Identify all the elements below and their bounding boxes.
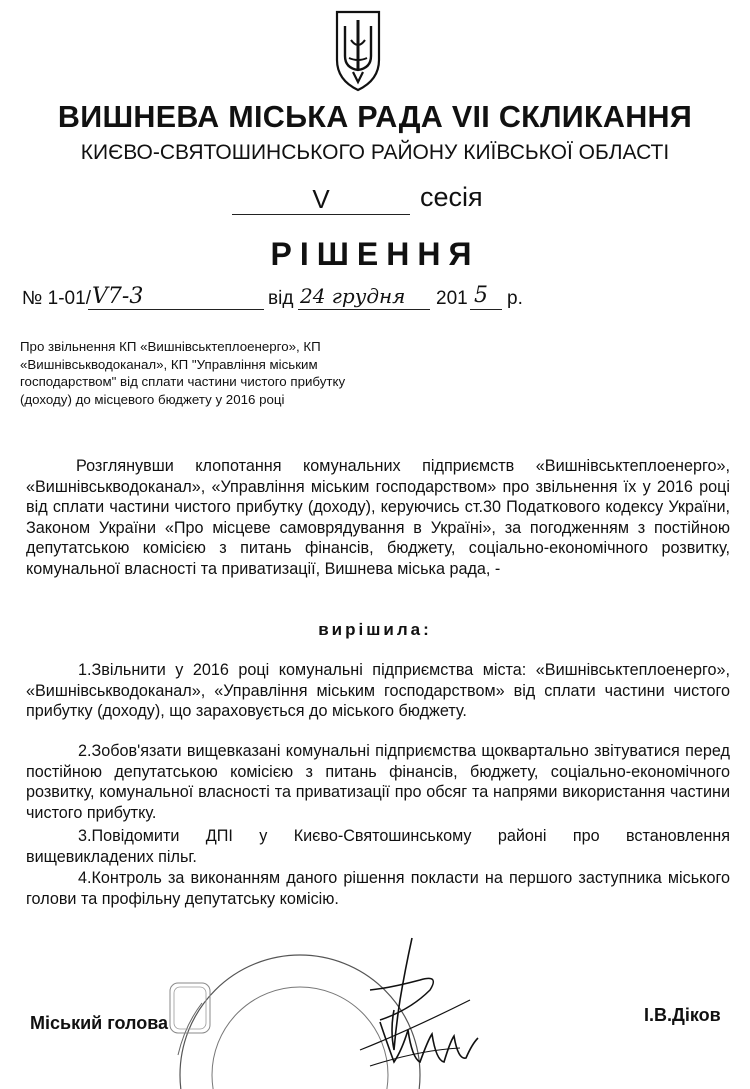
decision-number-handwritten: V7-3	[92, 284, 144, 309]
number-underline	[88, 309, 264, 310]
session-label: сесія	[420, 182, 483, 212]
date-label: від	[268, 288, 294, 309]
year-handwritten: 5	[474, 283, 488, 308]
date-handwritten: 24 грудня	[300, 284, 406, 308]
signer-title: Міський голова	[30, 1013, 169, 1033]
decision-number-prefix: № 1-01/	[22, 288, 91, 309]
year-prefix: 201	[436, 288, 468, 309]
subject-line: господарством" від сплати частини чистого прибутку	[20, 374, 346, 389]
subject-line: «Вишнівськводоканал», КП "Управління міським	[20, 356, 318, 372]
decision-subject	[20, 338, 350, 408]
date-underline	[298, 309, 430, 310]
tryzub-icon	[333, 10, 383, 92]
year-suffix: р.	[507, 288, 523, 309]
subject-line: Про звільнення КП «Вишнівськтеплоенерго», КП	[20, 339, 321, 354]
resolved-label: вирішила:	[318, 620, 432, 639]
council-name: ВИШНЕВА МІСЬКА РАДА VII СКЛИКАННЯ	[57, 100, 693, 134]
signer-name: І.В.Діков	[644, 1005, 721, 1025]
document-title: РІШЕННЯ	[270, 236, 480, 272]
handwritten-signature-icon	[350, 930, 510, 1080]
resolution-item: 4.Контроль за виконанням даного рішення покласти на першого заступника міського голови та профільну депутатську комісію.	[26, 869, 730, 908]
year-underline	[470, 309, 502, 310]
intro-paragraph: Розглянувши клопотання комунальних підприємств «Вишнівськтеплоенерго», «Вишнівськводоканал», «Управління міським господарством» про звільнення їх у 2016 році від сплати частини чистого прибутку (доходу), керуючись ст.30 Податкового кодексу України, Законом України «Про місцеве самоврядування в Україні», за погодженням з постійною депутатською комісією з питань фінансів, бюджету, соціально-економічного розвитку, комунальної власності та приватизації, Вишнева міська рада, -	[26, 457, 730, 578]
subject-line: (доходу) до місцевого бюджету у 2016 році	[20, 391, 285, 407]
resolution-item: 1.Звільнити у 2016 році комунальні підприємства міста: «Вишнівськтеплоенерго», «Вишнівськводоканал», «Управління міським господарством» від сплати частини чистого прибутку (доходу), що зараховується до міського бюджету.	[26, 661, 730, 720]
district-name: КИЄВО-СВЯТОШИНСЬКОГО РАЙОНУ КИЇВСЬКОЇ ОБЛАСТІ	[80, 141, 670, 164]
session-number: V	[312, 184, 330, 214]
resolution-item: 2.Зобов'язати вищевказані комунальні підприємства щоквартально звітуватися перед постійною депутатською комісією з питань фінансів, бюджету, соціально-економічного розвитку, комунальної власності та приватизації про обсяг та напрями використання частини чистого прибутку.	[26, 742, 730, 822]
resolution-item: 3.Повідомити ДПІ у Києво-Святошинському районі про встановлення вищевикладених пільг.	[26, 827, 730, 866]
